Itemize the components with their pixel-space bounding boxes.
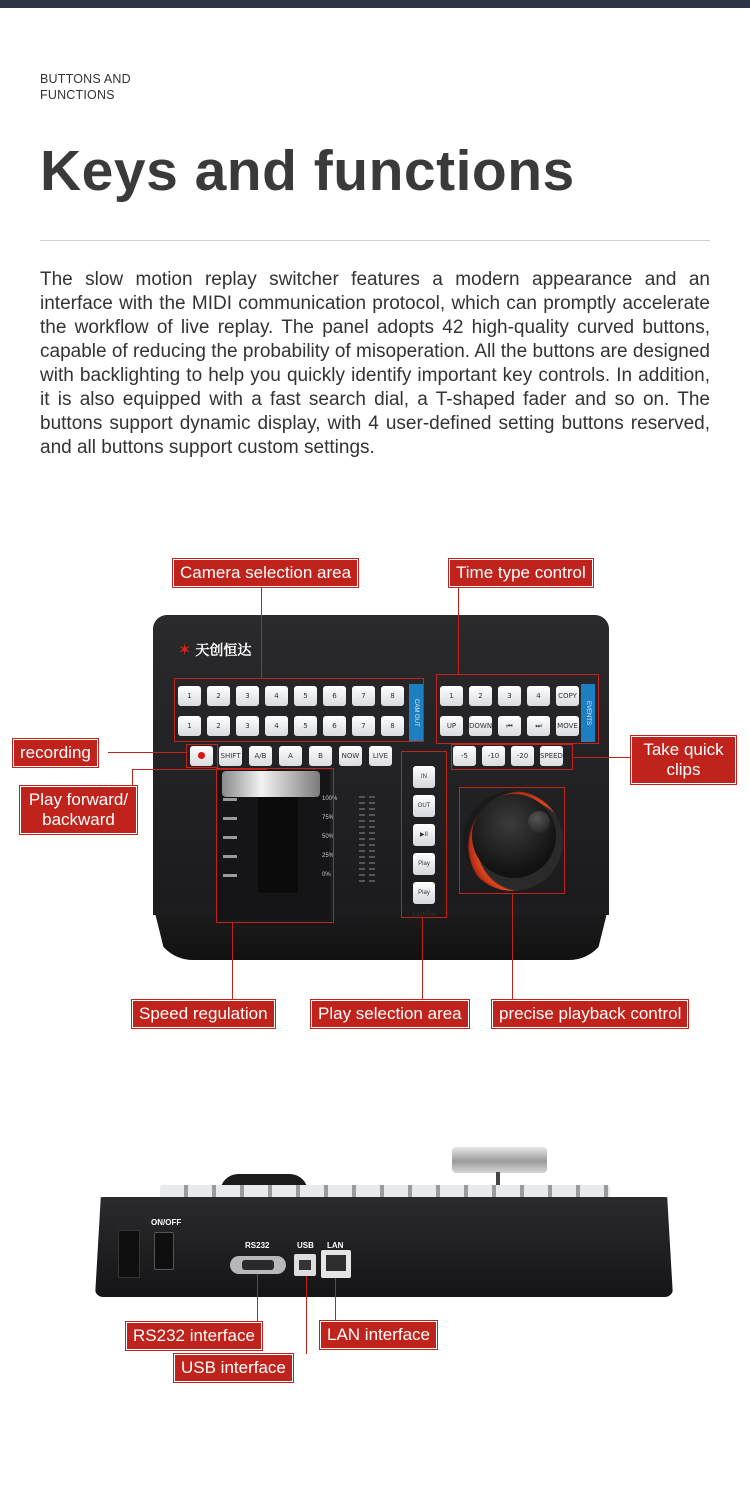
record-outline [186,744,218,768]
level-led [369,802,375,804]
label-speed-regulation: Speed regulation [132,1000,275,1028]
panel-key: SPEED [540,746,563,766]
panel-key: -20 [511,746,534,766]
panel-key: -10 [482,746,505,766]
level-led [369,832,375,834]
panel-key: COPY [556,686,579,706]
rear-key-edge [160,1185,610,1199]
top-bar [0,0,750,8]
on-off-label: ON/OFF [151,1218,182,1227]
panel-key: 4 [265,686,288,706]
panel-key: 2 [207,686,230,706]
usb-callout-line [306,1276,307,1354]
panel-key: 3 [236,686,259,706]
level-led [359,844,365,846]
level-led [369,850,375,852]
eyebrow-line-2: FUNCTIONS [40,88,115,102]
level-led [369,856,375,858]
panel-key: 7 [352,716,375,736]
dial-outline [459,787,565,894]
rs232-callout-line [257,1274,258,1322]
time-callout-line [458,583,459,674]
label-play-forward-backward: Play forward/ backward [20,786,137,834]
level-led [369,844,375,846]
usb-port [294,1254,316,1276]
rear-fader-handle [452,1147,547,1173]
panel-key: ⏮ [498,716,521,736]
quick-clip-outline [451,744,573,770]
camera-callout-line [261,583,262,678]
play-fwd-line-h [132,769,267,770]
label-lan-interface: LAN interface [320,1321,437,1349]
label-usb-interface: USB interface [174,1354,293,1382]
panel-key: A/B [249,746,272,766]
level-led [369,820,375,822]
play-key: Play Last/Rec [413,882,435,904]
rs232-port [230,1256,286,1274]
level-led [359,850,365,852]
level-led [359,838,365,840]
label-rs232-interface: RS232 interface [126,1322,262,1350]
panel-key: B [309,746,332,766]
level-led [369,868,375,870]
level-led [369,814,375,816]
panel-key: 1 [178,716,201,736]
panel-key: 1 [440,686,463,706]
label-take-quick-clips: Take quick clips [631,736,736,784]
level-led [369,838,375,840]
panel-key: 4 [527,686,550,706]
events-strip: EVENTS [581,684,595,742]
panel-key: NOW [339,746,362,766]
level-led [369,880,375,882]
precise-callout-line [512,894,513,999]
panel-key: 7 [352,686,375,706]
panel-key: DOWN [469,716,492,736]
panel-key: 3 [498,686,521,706]
label-play-selection: Play selection area [311,1000,469,1028]
fader-percent-label: 0% [322,872,331,878]
panel-key: 4 [265,716,288,736]
level-led [359,874,365,876]
lan-port [321,1250,351,1278]
play-key: OUT [413,795,435,817]
eyebrow-line-1: BUTTONS AND [40,72,131,86]
panel-key: 6 [323,686,346,706]
play-area-outline [401,751,447,918]
fader-percent-label: 100% [322,796,338,802]
level-led [359,832,365,834]
panel-key: 3 [236,716,259,736]
panel-key: 1 [178,686,201,706]
label-camera-selection: Camera selection area [173,559,358,587]
level-led [359,856,365,858]
panel-key: A [279,746,302,766]
panel-key: 2 [207,716,230,736]
fader-percent-label: 75% [322,815,335,821]
level-led [369,796,375,798]
play-key: Play [413,853,435,875]
rs232-label: RS232 [245,1241,270,1250]
level-led [369,808,375,810]
speed-callout-line [232,923,233,999]
panel-key: UP [440,716,463,736]
eyebrow [40,71,131,103]
level-led [359,826,365,828]
panel-key: 8 [381,686,404,706]
label-precise-playback: precise playback control [492,1000,688,1028]
panel-key: 2 [469,686,492,706]
cam-out-strip: CAM OUT [409,684,423,742]
panel-key: 5 [294,686,317,706]
level-led [369,862,375,864]
camera-area-outline [174,678,424,742]
play-key: IN [413,766,435,788]
fader-outline [216,768,334,923]
fader-percent-label: 25% [322,853,335,859]
panel-key: MOVE [556,716,579,736]
level-led [359,862,365,864]
level-led [359,820,365,822]
panel-key: 8 [381,716,404,736]
power-switch [154,1232,174,1270]
label-recording: recording [13,739,98,767]
panel-key: LIVE [369,746,392,766]
rear-body [95,1197,673,1297]
panel-key: 6 [323,716,346,736]
level-led [369,874,375,876]
brand-mark-icon: ✶ [178,642,192,659]
lan-callout-line [335,1278,336,1321]
panel-key: SHIFT [219,746,242,766]
panel-key: 5 [294,716,317,736]
description-paragraph: The slow motion replay switcher features a modern appearance and an interface with the MIDI communication protocol, which can promptly accelerate the workflow of live replay. The panel adopts 42 high-quality curved buttons, capable of reducing the probability of misoperation. All the buttons are designed with backlighting to help you quickly identify important key controls. In addition, it is also equipped with a fast search dial, a T-shaped fader and so on. The buttons support dynamic display, with 4 user-defined setting buttons reserved, and all buttons support custom settings. [40,269,710,458]
level-led [369,826,375,828]
divider [40,240,710,241]
record-callout-line [108,752,186,753]
level-led [359,802,365,804]
fader-percent-label: 50% [322,834,335,840]
label-time-type: Time type control [449,559,593,587]
brand-logo [178,640,251,660]
panel-key: -5 [453,746,476,766]
usb-label: USB [297,1241,314,1250]
level-led [359,808,365,810]
level-led [359,814,365,816]
level-led [359,796,365,798]
brand-name: 天创恒达 [195,642,252,658]
play-key: ▶II [413,824,435,846]
lan-label: LAN [327,1241,344,1250]
level-led [359,868,365,870]
play-select-callout-line [422,918,423,999]
quick-clip-callout-line [573,757,630,758]
page-title: Keys and functions [40,139,575,203]
power-jack [118,1230,140,1278]
level-led [359,880,365,882]
time-area-outline [436,674,599,744]
panel-key: ⏭ [527,716,550,736]
